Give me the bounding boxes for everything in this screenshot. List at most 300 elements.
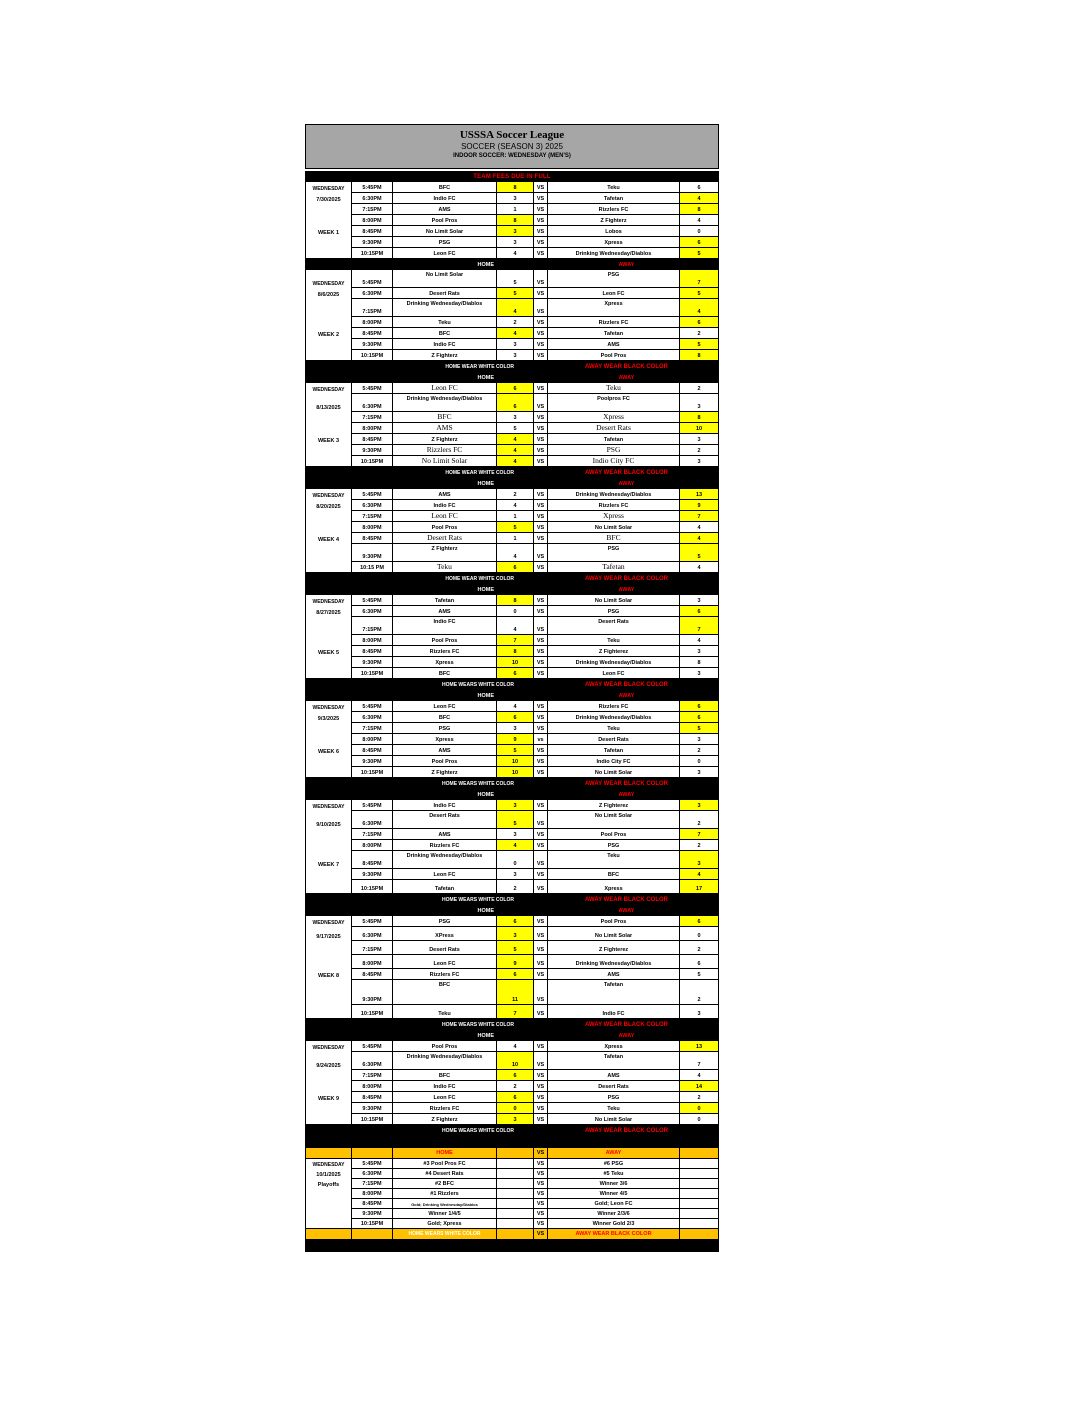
vs-label: VS (534, 1159, 548, 1169)
home-score: 3 (497, 193, 534, 204)
home-score: 4 (497, 445, 534, 456)
away-score: 3 (680, 767, 719, 778)
game-time: 9:30PM (352, 544, 393, 562)
home-score: 6 (497, 668, 534, 679)
away-score (680, 1189, 719, 1199)
game-row (305, 941, 719, 955)
home-score: 7 (497, 1005, 534, 1019)
day-cell: 8/20/2025 (305, 500, 352, 511)
game-time: 10:15PM (352, 767, 393, 778)
fees-banner: TEAM FEES DUE IN FULL (305, 171, 719, 182)
vs-label: VS (534, 226, 548, 237)
home-score: 6 (497, 383, 534, 394)
home-score: 1 (497, 204, 534, 215)
game-row (305, 1070, 719, 1081)
game-time: 8:00PM (352, 635, 393, 646)
game-row (305, 248, 719, 259)
away-team: No Limit Solar (548, 595, 680, 606)
vs-label: VS (534, 723, 548, 734)
game-row (305, 270, 719, 288)
week-block (305, 800, 719, 894)
home-score: 6 (497, 562, 534, 573)
home-away-header-row (305, 259, 719, 270)
away-team: Winner 2/3/6 (548, 1209, 680, 1219)
home-team: Drinking Wednesday/Diablos (393, 851, 497, 869)
day-cell: WEEK 9 (305, 1092, 352, 1103)
home-score (497, 1189, 534, 1199)
home-team: #1 Rizzlers (393, 1189, 497, 1199)
day-cell (305, 456, 352, 467)
home-score: 3 (497, 869, 534, 880)
playoffs-footer-cell: HOME WEARS WHITE COLOR (393, 1229, 497, 1240)
vs-label: VS (534, 215, 548, 226)
week-block (305, 1041, 719, 1125)
game-row (305, 317, 719, 328)
home-team: #2 BFC (393, 1179, 497, 1189)
home-score: 4 (497, 299, 534, 317)
home-team: Teku (393, 562, 497, 573)
game-time: 10:15PM (352, 456, 393, 467)
day-cell (305, 723, 352, 734)
away-score: 6 (680, 916, 719, 927)
away-score: 4 (680, 193, 719, 204)
game-time: 8:00PM (352, 1189, 393, 1199)
home-team: BFC (393, 182, 497, 193)
home-team: Leon FC (393, 248, 497, 259)
game-row (305, 511, 719, 522)
away-team: Teku (548, 723, 680, 734)
vs-label: VS (534, 562, 548, 573)
game-time: 8:45PM (352, 1199, 393, 1209)
away-header: AWAY (618, 907, 635, 914)
playoff-game-row (305, 1189, 719, 1199)
home-score: 6 (497, 712, 534, 723)
home-team: Rizzlers FC (393, 840, 497, 851)
playoffs-header-cell: VS (534, 1148, 548, 1159)
vs-label: VS (534, 511, 548, 522)
wear-note-row (305, 1125, 719, 1136)
away-score: 3 (680, 595, 719, 606)
game-time: 8:00PM (352, 522, 393, 533)
game-row (305, 617, 719, 635)
weeks-container (305, 182, 719, 1148)
away-team: Indio City FC (548, 456, 680, 467)
game-row (305, 701, 719, 712)
playoffs-header-cell: HOME (393, 1148, 497, 1159)
vs-label: VS (534, 840, 548, 851)
game-time: 7:15PM (352, 723, 393, 734)
away-team: Xpress (548, 880, 680, 894)
week-block (305, 916, 719, 1019)
game-time: 6:30PM (352, 288, 393, 299)
game-row (305, 339, 719, 350)
away-score: 6 (680, 606, 719, 617)
home-team: AMS (393, 423, 497, 434)
away-team: BFC (548, 869, 680, 880)
home-score: 3 (497, 412, 534, 423)
away-score: 4 (680, 562, 719, 573)
home-header: HOME (477, 907, 494, 914)
home-team: PSG (393, 237, 497, 248)
vs-label: VS (534, 745, 548, 756)
away-team: Desert Rats (548, 734, 680, 745)
vs-label: VS (534, 522, 548, 533)
game-row (305, 226, 719, 237)
away-team: No Limit Solar (548, 927, 680, 941)
home-score: 6 (497, 916, 534, 927)
vs-label: VS (534, 1209, 548, 1219)
playoff-game-row (305, 1199, 719, 1209)
home-team: Teku (393, 317, 497, 328)
day-cell (305, 339, 352, 350)
playoffs-header-cell (497, 1148, 534, 1159)
home-score: 8 (497, 595, 534, 606)
home-score: 3 (497, 237, 534, 248)
day-cell: WEEK 6 (305, 745, 352, 756)
spacer-bar (305, 1136, 719, 1148)
day-cell: WEDNESDAY (305, 489, 352, 500)
vs-label: VS (534, 767, 548, 778)
away-header: AWAY (618, 374, 635, 381)
game-row (305, 1041, 719, 1052)
away-wear-note: AWAY WEAR BLACK COLOR (584, 896, 668, 903)
game-row (305, 756, 719, 767)
away-team: Drinking Wednesday/Diablos (548, 248, 680, 259)
game-time: 7:15PM (352, 1070, 393, 1081)
game-time: 7:15PM (352, 299, 393, 317)
game-time: 10:15 PM (352, 562, 393, 573)
home-score: 4 (497, 617, 534, 635)
day-cell (305, 1005, 352, 1019)
home-team: Gold; Xpress (393, 1219, 497, 1229)
home-score: 1 (497, 511, 534, 522)
home-score: 10 (497, 756, 534, 767)
away-team: Drinking Wednesday/Diablos (548, 489, 680, 500)
home-away-header-row (305, 478, 719, 489)
game-time: 7:15PM (352, 204, 393, 215)
day-cell (305, 955, 352, 969)
home-wear-note: HOME WEARS WHITE COLOR (442, 896, 514, 903)
game-row (305, 299, 719, 317)
away-team: Pool Pros (548, 829, 680, 840)
game-row (305, 734, 719, 745)
away-score: 13 (680, 1041, 719, 1052)
game-time: 8:00PM (352, 215, 393, 226)
game-time: 8:45PM (352, 1092, 393, 1103)
home-score: 5 (497, 941, 534, 955)
game-row (305, 1052, 719, 1070)
away-score: 3 (680, 394, 719, 412)
vs-label: VS (534, 544, 548, 562)
game-time: 10:15PM (352, 1114, 393, 1125)
away-score: 6 (680, 317, 719, 328)
away-score: 17 (680, 880, 719, 894)
day-cell: 8/6/2025 (305, 288, 352, 299)
away-team: Desert Rats (548, 423, 680, 434)
game-time: 9:30PM (352, 980, 393, 1005)
day-cell: WEDNESDAY (305, 383, 352, 394)
home-team: XPress (393, 927, 497, 941)
vs-label: VS (534, 955, 548, 969)
away-score: 2 (680, 811, 719, 829)
day-cell (305, 204, 352, 215)
day-cell (305, 734, 352, 745)
home-team: AMS (393, 489, 497, 500)
away-team: Z Fighterz (548, 215, 680, 226)
away-score: 0 (680, 1114, 719, 1125)
away-score: 7 (680, 1052, 719, 1070)
home-team: Rizzlers FC (393, 1103, 497, 1114)
away-score: 3 (680, 646, 719, 657)
home-score: 0 (497, 606, 534, 617)
day-cell: WEDNESDAY (305, 1159, 352, 1169)
game-row (305, 350, 719, 361)
home-team: Rizzlers FC (393, 445, 497, 456)
away-team: PSG (548, 840, 680, 851)
day-cell (305, 445, 352, 456)
away-score: 5 (680, 969, 719, 980)
vs-label: VS (534, 394, 548, 412)
day-cell: WEDNESDAY (305, 182, 352, 193)
game-row (305, 646, 719, 657)
home-team: Winner 1/4/5 (393, 1209, 497, 1219)
home-score (497, 1219, 534, 1229)
home-team: Pool Pros (393, 635, 497, 646)
home-team: Desert Rats (393, 811, 497, 829)
game-row (305, 489, 719, 500)
away-score: 3 (680, 800, 719, 811)
home-score: 2 (497, 489, 534, 500)
home-team: Z Fighterz (393, 1114, 497, 1125)
schedule-header (305, 124, 719, 169)
day-cell: WEEK 1 (305, 226, 352, 237)
home-score (497, 1199, 534, 1209)
home-score: 4 (497, 456, 534, 467)
home-team: Xpress (393, 657, 497, 668)
away-team: Lobos (548, 226, 680, 237)
home-team: Leon FC (393, 955, 497, 969)
vs-label: VS (534, 270, 548, 288)
home-team: BFC (393, 412, 497, 423)
vs-label: VS (534, 1005, 548, 1019)
away-score (680, 1209, 719, 1219)
away-score: 4 (680, 215, 719, 226)
home-score: 9 (497, 734, 534, 745)
home-wear-note: HOME WEAR WHITE COLOR (445, 469, 514, 476)
home-header: HOME (477, 261, 494, 268)
day-cell (305, 412, 352, 423)
game-time: 8:00PM (352, 317, 393, 328)
day-cell (305, 1199, 352, 1209)
home-score (497, 1159, 534, 1169)
game-time: 5:45PM (352, 916, 393, 927)
away-score: 4 (680, 522, 719, 533)
game-row (305, 394, 719, 412)
away-score: 6 (680, 712, 719, 723)
home-score: 8 (497, 646, 534, 657)
game-row (305, 840, 719, 851)
away-wear-note: AWAY WEAR BLACK COLOR (584, 1021, 668, 1028)
game-row (305, 969, 719, 980)
home-score: 8 (497, 215, 534, 226)
game-row (305, 927, 719, 941)
day-cell (305, 1070, 352, 1081)
away-score: 14 (680, 1081, 719, 1092)
away-team: Pool Pros (548, 916, 680, 927)
away-team: Z Fighterez (548, 800, 680, 811)
game-time: 6:30PM (352, 811, 393, 829)
game-row (305, 800, 719, 811)
playoff-game-row (305, 1219, 719, 1229)
vs-label: VS (534, 1041, 548, 1052)
home-wear-note: HOME WEARS WHITE COLOR (442, 1021, 514, 1028)
game-row (305, 412, 719, 423)
home-team: AMS (393, 204, 497, 215)
wear-note-row (305, 778, 719, 789)
away-team: Winner Gold 2/3 (548, 1219, 680, 1229)
home-wear-note: HOME WEARS WHITE COLOR (442, 681, 514, 688)
home-team: Pool Pros (393, 756, 497, 767)
away-team: PSG (548, 445, 680, 456)
day-cell: 10/1/2025 (305, 1169, 352, 1179)
playoffs-footer-cell: AWAY WEAR BLACK COLOR (548, 1229, 680, 1240)
game-time: 6:30PM (352, 1052, 393, 1070)
home-score (497, 1169, 534, 1179)
day-cell (305, 423, 352, 434)
vs-label: VS (534, 668, 548, 679)
vs-label: VS (534, 829, 548, 840)
vs-label: VS (534, 412, 548, 423)
week-block (305, 489, 719, 573)
vs-label: VS (534, 1114, 548, 1125)
game-time: 8:45PM (352, 533, 393, 544)
day-cell (305, 941, 352, 955)
home-score: 4 (497, 701, 534, 712)
game-row (305, 1081, 719, 1092)
away-score: 3 (680, 1005, 719, 1019)
game-row (305, 635, 719, 646)
game-row (305, 1005, 719, 1019)
game-row (305, 522, 719, 533)
away-score: 4 (680, 869, 719, 880)
game-time: 8:00PM (352, 955, 393, 969)
playoff-game-row (305, 1169, 719, 1179)
away-score: 6 (680, 701, 719, 712)
vs-label: VS (534, 606, 548, 617)
home-team: Desert Rats (393, 941, 497, 955)
division-title: INDOOR SOCCER: WEDNESDAY (MEN'S) (453, 153, 571, 159)
away-score: 6 (680, 237, 719, 248)
playoffs-header-cell (352, 1148, 393, 1159)
home-score (497, 1209, 534, 1219)
home-score: 10 (497, 657, 534, 668)
home-score: 5 (497, 811, 534, 829)
home-score: 10 (497, 1052, 534, 1070)
home-team: BFC (393, 668, 497, 679)
home-away-header-row (305, 372, 719, 383)
home-score: 0 (497, 851, 534, 869)
game-row (305, 288, 719, 299)
home-team: Indio FC (393, 193, 497, 204)
home-score: 6 (497, 1070, 534, 1081)
home-header: HOME (477, 692, 494, 699)
day-cell: 9/3/2025 (305, 712, 352, 723)
day-cell (305, 511, 352, 522)
vs-label: VS (534, 328, 548, 339)
away-team: #6 PSG (548, 1159, 680, 1169)
game-row (305, 215, 719, 226)
game-row (305, 980, 719, 1005)
away-team: Tafetan (548, 328, 680, 339)
vs-label: VS (534, 248, 548, 259)
game-time: 9:30PM (352, 237, 393, 248)
game-row (305, 880, 719, 894)
vs-label: VS (534, 1052, 548, 1070)
away-team: Drinking Wednesday/Diablos (548, 657, 680, 668)
away-score: 3 (680, 734, 719, 745)
home-score: 3 (497, 1114, 534, 1125)
vs-label: VS (534, 339, 548, 350)
away-score: 8 (680, 350, 719, 361)
playoffs-header-row (305, 1148, 719, 1159)
away-score: 3 (680, 456, 719, 467)
vs-label: VS (534, 869, 548, 880)
week-block (305, 595, 719, 679)
away-score: 7 (680, 270, 719, 288)
home-team: Teku (393, 1005, 497, 1019)
game-time: 6:30PM (352, 712, 393, 723)
home-score: 7 (497, 635, 534, 646)
home-team: Tafetan (393, 880, 497, 894)
home-score: 3 (497, 800, 534, 811)
game-time: 5:45PM (352, 1159, 393, 1169)
game-row (305, 237, 719, 248)
vs-label: VS (534, 383, 548, 394)
wear-note-row (305, 573, 719, 584)
game-row (305, 1092, 719, 1103)
wear-note-row (305, 679, 719, 690)
day-cell (305, 829, 352, 840)
day-cell: 7/30/2025 (305, 193, 352, 204)
away-header: AWAY (618, 1032, 635, 1039)
away-score: 0 (680, 1103, 719, 1114)
vs-label: VS (534, 851, 548, 869)
game-time: 10:15PM (352, 1005, 393, 1019)
game-row (305, 562, 719, 573)
away-header: AWAY (618, 480, 635, 487)
playoff-game-row (305, 1159, 719, 1169)
home-team: BFC (393, 1070, 497, 1081)
bottom-bar (305, 1240, 719, 1252)
wear-note-row (305, 361, 719, 372)
game-time: 10:15PM (352, 248, 393, 259)
home-team: Indio FC (393, 500, 497, 511)
game-time: 9:30PM (352, 657, 393, 668)
game-time: 8:00PM (352, 734, 393, 745)
home-team: Indio FC (393, 1081, 497, 1092)
away-team: Indio FC (548, 1005, 680, 1019)
league-title: USSSA Soccer League (459, 129, 565, 141)
away-score: 2 (680, 980, 719, 1005)
playoffs-container (305, 1148, 719, 1240)
vs-label: VS (534, 193, 548, 204)
away-team: Winner 3/6 (548, 1179, 680, 1189)
game-row (305, 745, 719, 756)
game-time: 5:45PM (352, 701, 393, 712)
home-score: 4 (497, 328, 534, 339)
home-team: Drinking Wednesday/Diablos (393, 394, 497, 412)
game-row (305, 811, 719, 829)
